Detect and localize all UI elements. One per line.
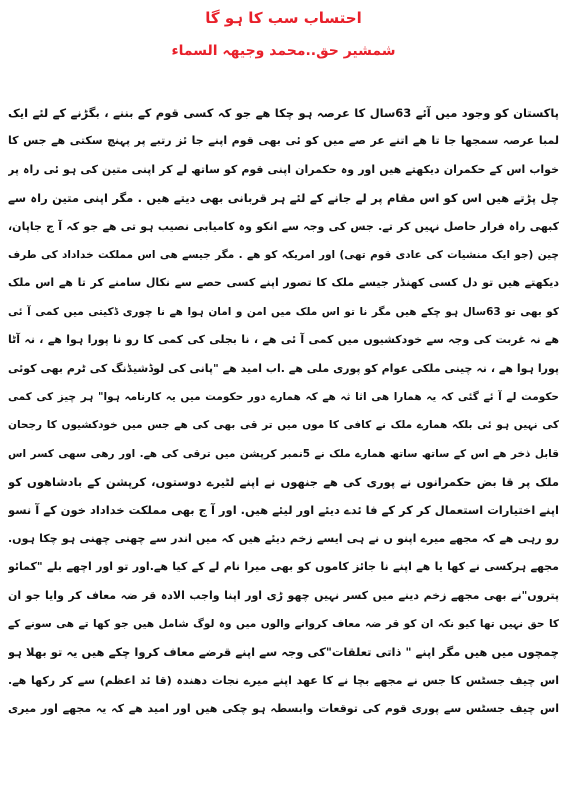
body-line: پتروں"نے بھی مجھے زخم دینے میں کسر نہیں چھو ڑی اور اپنا واجب الادہ قر ضہ معاف کر وایا جو ان xyxy=(8,588,559,602)
body-line: چمچوں میں ھیں مگر اپنے " ذاتی تعلقات"کی وجہ سے اپنے قرضے معاف کروا چکے ھیں یہ تو بھلا ہو xyxy=(8,645,559,660)
body-line: لمبا عرصہ سمجھا جا تا ھے اتنے عر صے میں کو ئی بھی قوم اپنے جا ئز رتبے پر پہنچ سکتی ھے جس کا xyxy=(8,134,559,148)
body-line: اپنے اختیارات استعمال کر کر کے فا ئدے دیئے اور لیئے ھیں. اور آ ج بھی مملکت خداداد خون کے آ نسو xyxy=(8,503,559,518)
body-line: رو رہی ھے کہ مجھے میرے اپنو ں نے ہی ایسے زخم دیئے ھیں کہ میں اندر سے چھنی چھنی ہو چکا ہوں. xyxy=(8,531,559,545)
body-line: پورا ہوا ھے ، نہ چینی ملکی عوام کو پوری ملی ھے .اب امید ھے "پانی کی لوڈشیڈنگ کی ٹرم بھی کوئی xyxy=(8,361,559,375)
body-line: چل پڑتے ھیں اس کو اس مقام پر لے جانے کے لئے ہر قربانی بھی دیتے ھیں . مگر اپنی متین راہ سے xyxy=(8,191,559,206)
body-line: پاکستان کو وجود میں آئے 63سال کا عرصہ ہو چکا ھے جو کہ کسی قوم کے بننے ، بگڑنے کے لئے ایک xyxy=(8,106,559,120)
body-line: کی نہیں ہو ئی بلکہ ھمارے ملک نے کافی کا موں میں تر قی بھی کی ھے جس میں خودکشیوں کا رجحان xyxy=(8,419,559,432)
body-line: دیکھتے ھیں تو دل کسی کھنڈر جیسے ملک کا تصور اپنے کسی حصے سے نکال سامنے کر تا ھے اس ملک xyxy=(8,276,559,290)
body-line: کو بھی تو 63سال ہو چکے ھیں مگر نا تو اس ملک میں امن و امان ہوا ھے نا چوری ڈکیتی میں کمی آ ئی xyxy=(8,305,559,318)
article-author: شمشیر حق..محمد وجیھہ السماء xyxy=(171,43,396,59)
body-line: قابل ذخر ھے اس کے ساتھ ساتھ ھمارے ملک نے 5نمبر کرپشن میں ترقی کی ھے. اور رھی سھی کسر اس xyxy=(8,447,559,460)
article-title: احتساب سب کا ہو گا xyxy=(205,9,362,27)
body-line: ملک پر قا بض حکمرانوں نے پوری کی ھے جنھوں نے اپنے لٹیرے دوستوں، کرپشن کے بادشاھوں کو xyxy=(8,475,559,490)
body-line: حکومت لے آ ئے گئی کہ یہ ھمارا ھی اثا ثہ ھے کہ ھمارے دور حکومت میں یہ کارنامہ ہوا" ہر چیز کی کمی xyxy=(8,390,559,403)
body-line: چین (جو ایک منشیات کی عادی قوم تھی) اور امریکہ کو ھے . مگر جیسے ھی اس مملکت خداداد کی طرف xyxy=(8,248,559,261)
body-line: کبھی راہ فرار حاصل نہیں کر تے. جس کی وجہ سے انکو وہ کامیابی نصیب ہو تی ھے جو کہ آ ج جاپان، xyxy=(8,219,559,233)
body-line: خواب اس کے حکمران دیکھتے ھیں اور وہ حکمران اپنی قوم کو ساتھ لے کر اپنی متین کی ہو ئی راہ پر xyxy=(8,162,559,176)
article-body xyxy=(8,99,559,724)
body-line: اس چیف جسٹس کا جس نے مجھے بچا نے کا عھد اپنے میرے نجات دھندہ (قا ئد اعظم) سے کر رکھا ھے. xyxy=(8,673,559,687)
body-line: ھے نہ غربت کی وجہ سے خودکشیوں میں کمی آ ئی ھے ، نا بجلی کی کمی کا رو نا پورا ہوا ھے ، نہ آٹا xyxy=(8,333,559,347)
body-line: کا حق نہیں تھا کیو نکہ ان کو قر ضہ معاف کروانے والوں میں وہ لوگ شامل ھیں جو کھا تے ھی سونے کے xyxy=(8,618,559,631)
body-line: مجھے ہرکسی نے کھا یا ھے اپنے نا جائز کاموں کو بھی میرا نام لے کے کیا ھے.اور تو اور اچھے بلے "کمائو xyxy=(8,560,559,574)
body-line: اس چیف جسٹس سے پوری قوم کی توقعات وابسطہ ہو چکی ھیں اور امید ھے کہ یہ مجھے اور میری xyxy=(8,702,559,716)
